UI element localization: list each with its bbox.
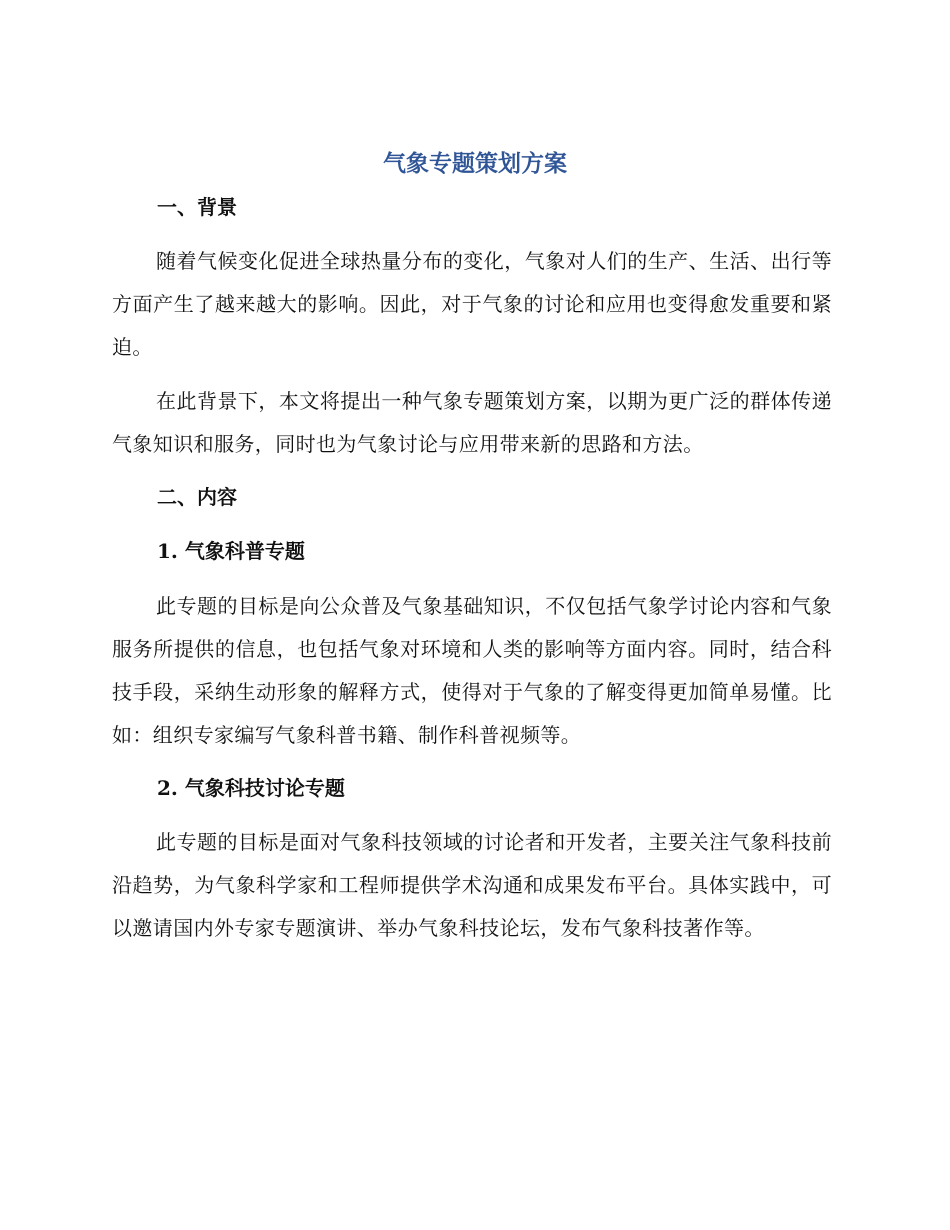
subsection-heading-science-popularization: 1. 气象科普专题 (157, 539, 305, 563)
technology-discussion-paragraph: 此专题的目标是面对气象科技领域的讨论者和开发者，主要关注气象科技前沿趋势，为气象科学家和工程师提供学术沟通和成果发布平台。具体实践中，可以邀请国内外专家专题演讲、举办气象科技论坛，发布气象科技著作等。 (112, 830, 832, 940)
subsection-heading-technology-discussion: 2. 气象科技讨论专题 (157, 776, 345, 800)
section-heading-content: 二、内容 (157, 485, 237, 509)
section-heading-background: 一、背景 (157, 195, 237, 219)
background-paragraph-2: 在此背景下，本文将提出一种气象专题策划方案，以期为更广泛的群体传递气象知识和服务，同时也为气象讨论与应用带来新的思路和方法。 (112, 389, 832, 456)
science-popularization-paragraph: 此专题的目标是向公众普及气象基础知识，不仅包括气象学讨论内容和气象服务所提供的信息，也包括气象对环境和人类的影响等方面内容。同时，结合科技手段，采纳生动形象的解释方式，使得对于气象的了解变得更加简单易懂。比如：组织专家编写气象科普书籍、制作科普视频等。 (112, 594, 832, 747)
document-title: 气象专题策划方案 (383, 151, 567, 177)
background-paragraph-1: 随着气候变化促进全球热量分布的变化，气象对人们的生产、生活、出行等方面产生了越来越大的影响。因此，对于气象的讨论和应用也变得愈发重要和紧迫。 (112, 249, 832, 359)
